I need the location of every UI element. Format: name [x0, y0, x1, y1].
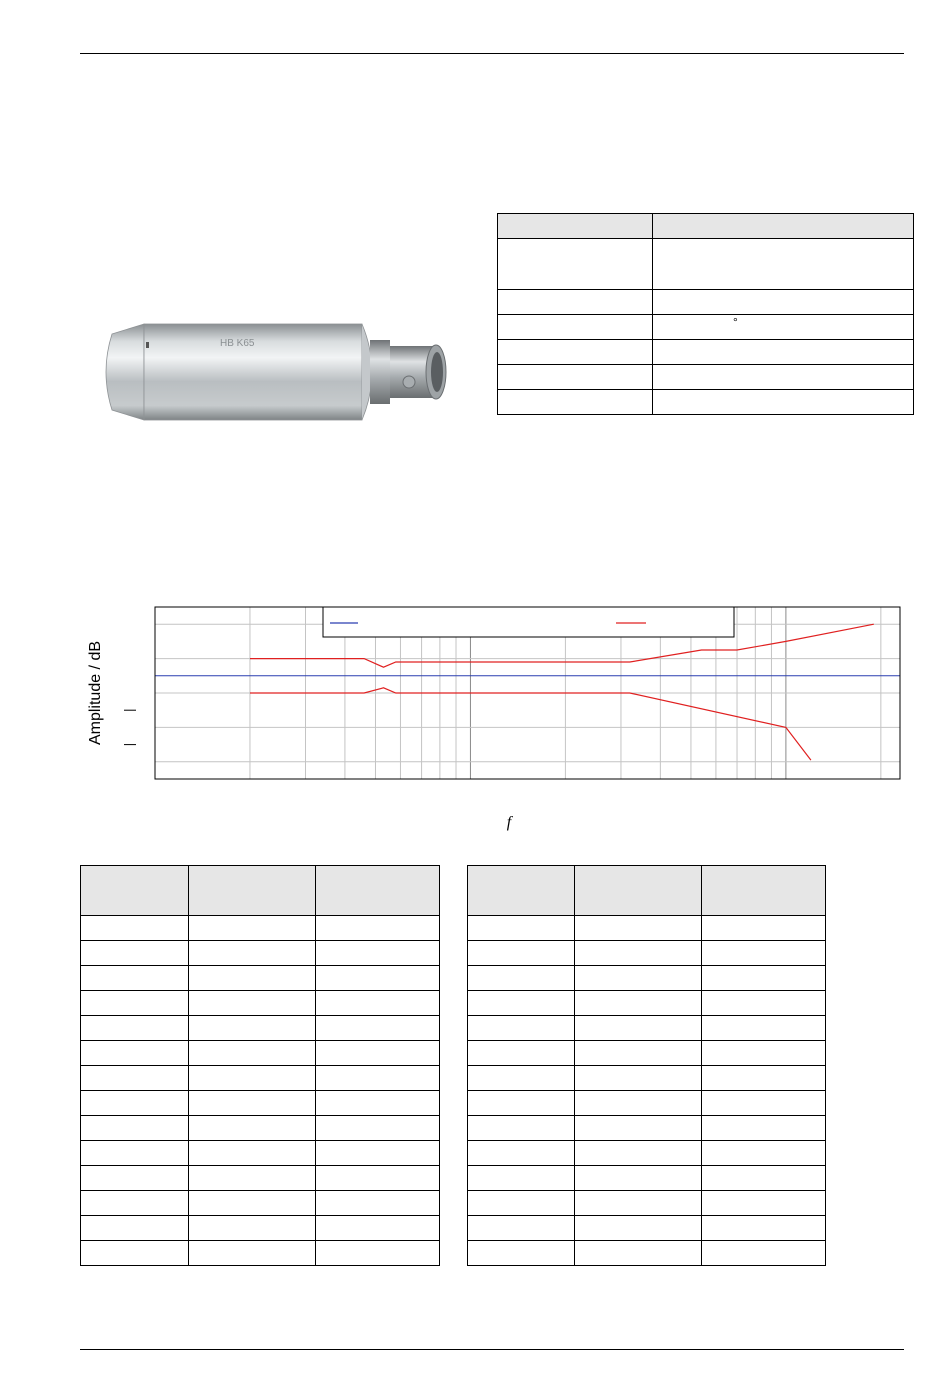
table-cell [702, 1016, 826, 1041]
table-cell [702, 1166, 826, 1191]
table-cell [468, 966, 575, 991]
table-row [468, 1091, 826, 1116]
table-cell [575, 1116, 702, 1141]
table-row [81, 916, 440, 941]
table-row [81, 1091, 440, 1116]
table-cell [81, 1191, 189, 1216]
table-cell [468, 1116, 575, 1141]
table-cell [81, 1216, 189, 1241]
table-row [468, 1241, 826, 1266]
chart-series [250, 624, 874, 760]
table-cell [189, 1141, 316, 1166]
table-cell [575, 916, 702, 941]
table-cell [316, 1016, 440, 1041]
degree-symbol: ° [733, 315, 738, 329]
table-cell [81, 966, 189, 991]
table-row [468, 941, 826, 966]
table-cell [316, 1191, 440, 1216]
spec-cell [498, 315, 653, 340]
table-row [81, 1191, 440, 1216]
table-cell [189, 1091, 316, 1116]
spec-cell [653, 315, 914, 340]
table-row [468, 1066, 826, 1091]
table-cell [468, 1091, 575, 1116]
table-cell [189, 916, 316, 941]
table-cell [189, 1166, 316, 1191]
table-row [468, 1141, 826, 1166]
table-cell [702, 966, 826, 991]
table-cell [702, 1116, 826, 1141]
spec-cell [653, 290, 914, 315]
table-row [81, 991, 440, 1016]
table-row [81, 1216, 440, 1241]
table-cell [575, 1091, 702, 1116]
spec-row [498, 315, 914, 340]
calibration-header-cell [575, 866, 702, 916]
table-cell [468, 941, 575, 966]
table-row [81, 1241, 440, 1266]
table-cell [81, 916, 189, 941]
table-cell [81, 1166, 189, 1191]
table-row [81, 1116, 440, 1141]
table-row [468, 1016, 826, 1041]
calibration-header-cell [316, 866, 440, 916]
spec-cell [498, 365, 653, 390]
table-cell [189, 1216, 316, 1241]
table-cell [316, 941, 440, 966]
table-cell [575, 1191, 702, 1216]
table-cell [468, 1241, 575, 1266]
table-cell [316, 1116, 440, 1141]
table-cell [189, 966, 316, 991]
table-cell [468, 1166, 575, 1191]
table-row [81, 1016, 440, 1041]
table-cell [702, 916, 826, 941]
y-tick-marks [124, 710, 136, 744]
table-cell [81, 1141, 189, 1166]
spec-table [497, 213, 914, 415]
table-row [468, 1191, 826, 1216]
table-row [468, 991, 826, 1016]
table-cell [702, 1241, 826, 1266]
table-cell [702, 1216, 826, 1241]
spec-row [498, 239, 914, 290]
table-cell [81, 1116, 189, 1141]
table-cell [81, 1016, 189, 1041]
table-cell [468, 1141, 575, 1166]
table-cell [189, 1066, 316, 1091]
calibration-header-row [468, 866, 826, 916]
x-axis-label: f [506, 814, 512, 831]
table-cell [81, 1066, 189, 1091]
spec-header-cell [498, 214, 653, 239]
table-cell [81, 1241, 189, 1266]
table-cell [468, 1191, 575, 1216]
spec-cell [498, 239, 653, 290]
table-cell [468, 1041, 575, 1066]
spec-header-cell [653, 214, 914, 239]
table-cell [81, 941, 189, 966]
table-cell [468, 1016, 575, 1041]
spec-row [498, 390, 914, 415]
table-cell [468, 991, 575, 1016]
product-photo [98, 316, 470, 428]
table-cell [189, 1016, 316, 1041]
spec-header-row [498, 214, 914, 239]
footer-rule [80, 1349, 904, 1350]
calibration-header-cell [702, 866, 826, 916]
table-row [81, 966, 440, 991]
table-cell [189, 991, 316, 1016]
table-cell [316, 991, 440, 1016]
table-cell [316, 966, 440, 991]
table-cell [702, 1066, 826, 1091]
table-cell [316, 1241, 440, 1266]
table-row [468, 1216, 826, 1241]
table-cell [702, 991, 826, 1016]
table-row [468, 966, 826, 991]
spec-cell [498, 390, 653, 415]
table-row [468, 1166, 826, 1191]
table-row [81, 1066, 440, 1091]
spec-cell [653, 239, 914, 290]
engraving-text: HB K65 [220, 338, 255, 349]
table-cell [702, 1041, 826, 1066]
table-cell [575, 1041, 702, 1066]
table-cell [316, 916, 440, 941]
header-rule [80, 53, 904, 54]
table-row [81, 1141, 440, 1166]
table-cell [575, 966, 702, 991]
table-cell [316, 1041, 440, 1066]
table-cell [575, 1241, 702, 1266]
table-cell [702, 1091, 826, 1116]
table-cell [316, 1216, 440, 1241]
table-row [468, 1116, 826, 1141]
table-cell [575, 1141, 702, 1166]
spec-row [498, 290, 914, 315]
table-cell [468, 916, 575, 941]
table-cell [575, 941, 702, 966]
table-row [468, 1041, 826, 1066]
table-cell [81, 1041, 189, 1066]
calibration-table-left [80, 865, 440, 1266]
calibration-header-cell [468, 866, 575, 916]
table-cell [468, 1216, 575, 1241]
table-cell [316, 1091, 440, 1116]
table-cell [575, 1216, 702, 1241]
table-row [468, 916, 826, 941]
series-line-2 [250, 688, 811, 760]
table-row [81, 1166, 440, 1191]
table-cell [189, 1191, 316, 1216]
spec-cell [653, 340, 914, 365]
table-cell [702, 1191, 826, 1216]
spec-cell [653, 365, 914, 390]
table-cell [575, 1016, 702, 1041]
spec-cell [498, 290, 653, 315]
table-cell [189, 1116, 316, 1141]
calibration-header-cell [189, 866, 316, 916]
calibration-header-row [81, 866, 440, 916]
table-cell [189, 1041, 316, 1066]
table-cell [575, 1066, 702, 1091]
table-cell [189, 1241, 316, 1266]
legend-box [323, 607, 734, 637]
table-cell [316, 1066, 440, 1091]
table-cell [81, 1091, 189, 1116]
frequency-response-chart [80, 596, 910, 836]
table-cell [575, 991, 702, 1016]
table-cell [189, 941, 316, 966]
table-cell [468, 1066, 575, 1091]
table-cell [316, 1166, 440, 1191]
table-cell [702, 1141, 826, 1166]
table-row [81, 941, 440, 966]
table-cell [316, 1141, 440, 1166]
spec-row [498, 340, 914, 365]
table-cell [702, 941, 826, 966]
table-row [81, 1041, 440, 1066]
table-cell [575, 1166, 702, 1191]
table-cell [81, 991, 189, 1016]
spec-cell [653, 390, 914, 415]
calibration-header-cell [81, 866, 189, 916]
spec-row [498, 365, 914, 390]
y-axis-label: Amplitude / dB [87, 640, 104, 746]
spec-cell [498, 340, 653, 365]
calibration-table-right [467, 865, 826, 1266]
